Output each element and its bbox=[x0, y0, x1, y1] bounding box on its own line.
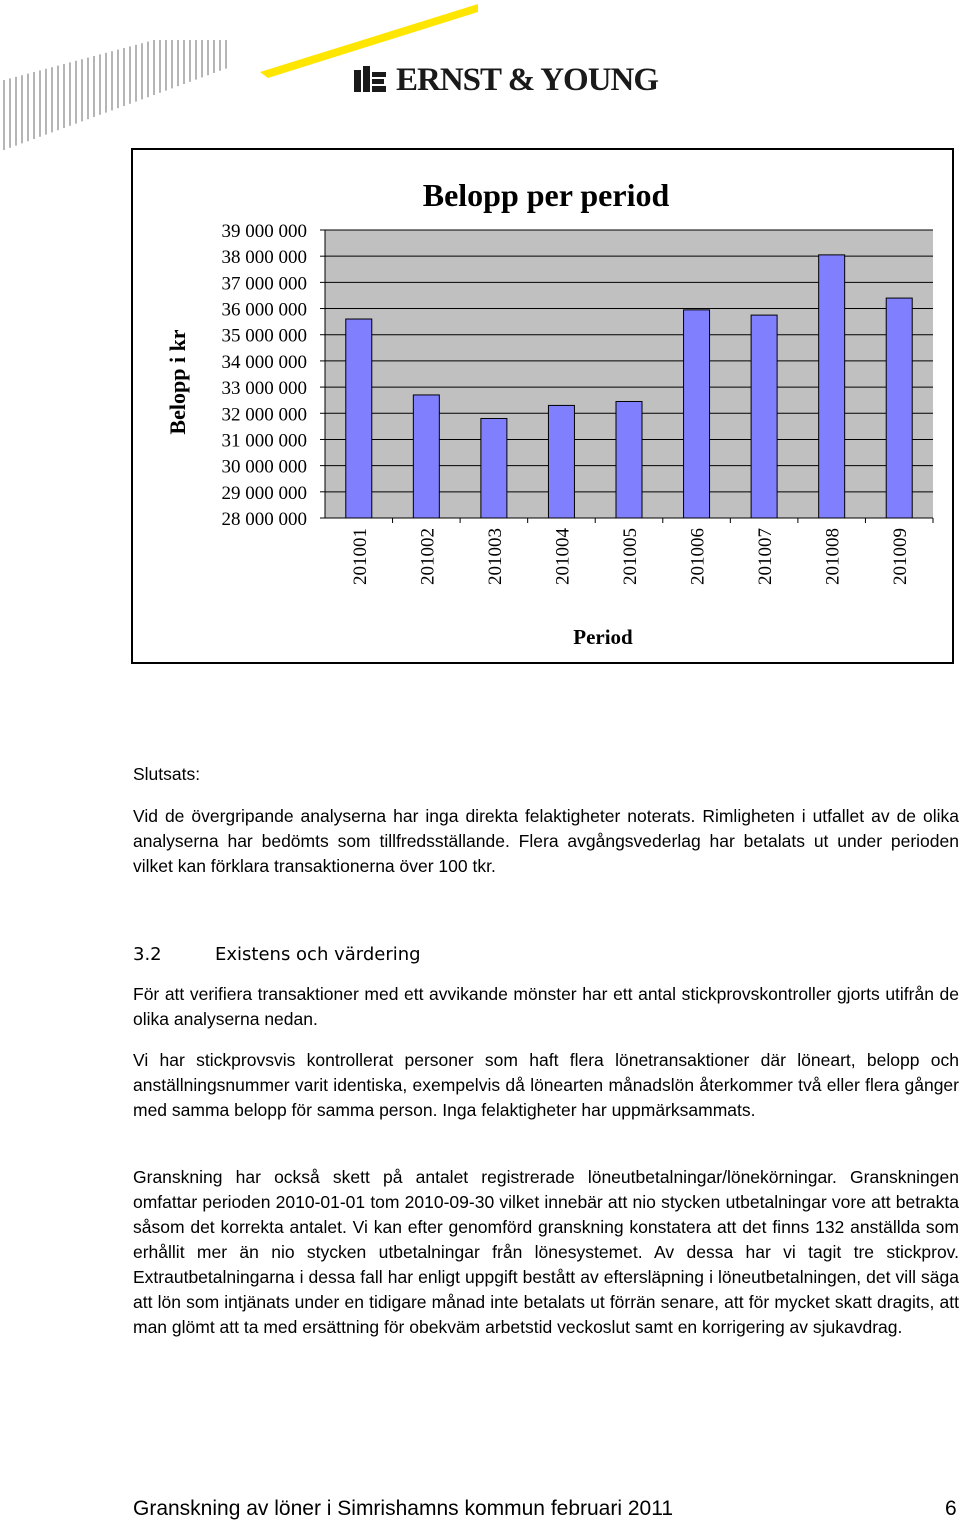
bar bbox=[616, 401, 642, 518]
bar bbox=[684, 310, 710, 518]
bar bbox=[413, 395, 439, 518]
conclusion-label: Slutsats: bbox=[133, 764, 201, 784]
x-tick-label: 201009 bbox=[890, 528, 912, 585]
page-number: 6 bbox=[945, 1497, 957, 1520]
y-tick-label: 31 000 000 bbox=[221, 430, 307, 452]
section-heading bbox=[133, 944, 421, 965]
x-tick-label: 201005 bbox=[620, 528, 641, 585]
paragraph-sampling: Vi har stickprovsvis kontrollerat personer som haft flera lönetransaktioner där löneart, belopp och anställningsnummer varit identiska, exempelvis då lönearten månadslön återkommer två eller flera gånger med samma belopp för samma person. Inga felaktigheter har uppmärksammats. bbox=[133, 1050, 959, 1120]
x-tick-label: 201007 bbox=[755, 528, 777, 585]
paragraph-verification: För att verifiera transaktioner med ett avvikande mönster har ett antal stickprovskontroller gjorts utifrån de olika analyserna nedan. bbox=[133, 984, 959, 1029]
y-tick-label: 36 000 000 bbox=[221, 299, 307, 321]
x-tick-label: 201006 bbox=[687, 528, 709, 585]
paragraph-payments: Granskning har också skett på antalet registrerade löneutbetalningar/lönekörningar. Granskningen omfattar perioden 2010-01-01 tom 2010-09-30 vilket innebär att nio stycken utbetalningar vore att betrakta såsom det korrekta antalet. Vi kan efter genomförd granskning konstatera att det finns 132 anställda som erhållit mer än nio stycken utbetalningar från lönesystemet. Av dessa har vi tagit tre stickprov. Extrautbetalningarna i dessa fall har enligt uppgift bestått av eftersläpning i löneutbetalningen, det vill säga att lön som intjänats under en tidigare månad inte betalats ut förrän senare, att för mycket skatt dragits, att man glömt att ta med ersättning för obekväm arbetstid veckoslut samt en korrigering av sjukavdrag. bbox=[133, 1167, 959, 1337]
conclusion-paragraph: Vid de övergripande analyserna har inga direkta felaktigheter noterats. Rimligheten i utfallet av de olika analyserna har bedömts som tillfredsställande. Flera avgångsvederlag har betalats ut under perioden vilket kan förklara transaktionerna över 100 tkr. bbox=[133, 806, 959, 876]
section-title: Existens och värdering bbox=[215, 944, 421, 965]
bar bbox=[548, 405, 574, 518]
bar bbox=[481, 419, 507, 518]
ey-logo-icon bbox=[352, 62, 388, 98]
y-tick-label: 29 000 000 bbox=[221, 482, 307, 504]
section-number: 3.2 bbox=[133, 944, 162, 965]
x-tick-label: 201004 bbox=[552, 528, 574, 585]
y-tick-label: 39 000 000 bbox=[221, 221, 307, 242]
x-axis-label: Period bbox=[573, 625, 633, 649]
bar-chart bbox=[131, 148, 954, 664]
x-tick-label: 201002 bbox=[417, 528, 439, 585]
y-tick-label: 30 000 000 bbox=[221, 456, 307, 478]
y-tick-label: 34 000 000 bbox=[221, 351, 307, 373]
ernst-young-logo bbox=[352, 60, 658, 100]
x-tick-label: 201008 bbox=[822, 528, 844, 585]
y-axis-label: Belopp i kr bbox=[165, 329, 190, 435]
y-tick-label: 37 000 000 bbox=[221, 273, 307, 295]
x-tick-label: 201003 bbox=[484, 528, 506, 585]
y-tick-label: 35 000 000 bbox=[221, 325, 307, 347]
bar bbox=[819, 255, 845, 518]
bar bbox=[751, 315, 777, 518]
footer-title: Granskning av löner i Simrishamns kommun februari 2011 bbox=[133, 1497, 674, 1520]
y-tick-label: 32 000 000 bbox=[221, 404, 307, 426]
bar bbox=[346, 319, 372, 518]
chart-svg bbox=[133, 150, 952, 662]
x-tick-label: 201001 bbox=[349, 528, 371, 585]
bar bbox=[886, 298, 912, 518]
chart-title: Belopp per period bbox=[422, 177, 670, 213]
logo-wordmark: ERNST & YOUNG bbox=[396, 61, 659, 98]
y-tick-label: 28 000 000 bbox=[221, 509, 307, 530]
y-tick-label: 33 000 000 bbox=[221, 378, 307, 400]
y-tick-label: 38 000 000 bbox=[221, 247, 307, 269]
